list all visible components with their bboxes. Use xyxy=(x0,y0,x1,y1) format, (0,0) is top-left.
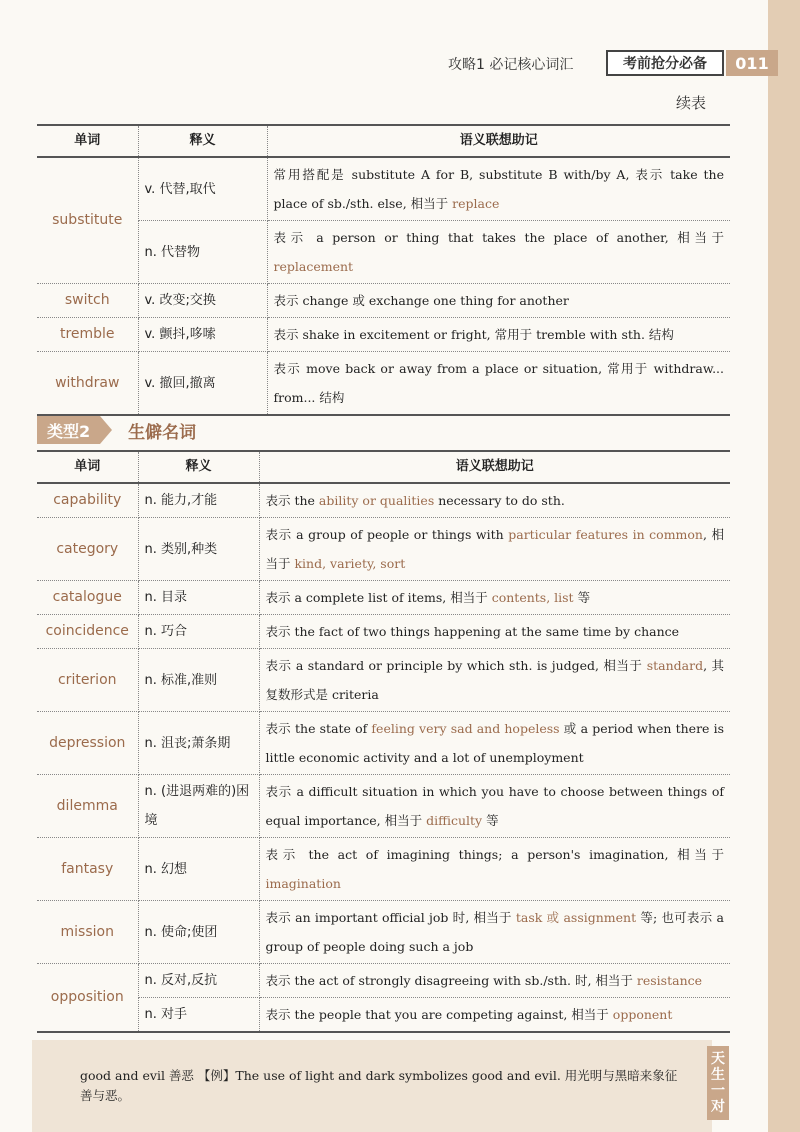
word-cell: withdraw xyxy=(37,352,138,416)
meaning-cell: n. (进退两难的)困境 xyxy=(138,775,259,838)
mnemonic-cell: 表示 an important official job 时, 相当于 task 或 assignment 等; 也可表示 a group of people doing such a job xyxy=(259,901,730,964)
table-row xyxy=(37,318,730,352)
vocab-table-verbs xyxy=(37,124,730,416)
table-row xyxy=(37,712,730,775)
table-row xyxy=(37,483,730,518)
mnemonic-cell: 表示 a standard or principle by which sth. is judged, 相当于 standard, 其复数形式是 criteria xyxy=(259,649,730,712)
word-cell: category xyxy=(37,518,138,581)
mnemonic-cell: 表示 the people that you are competing against, 相当于 opponent xyxy=(265,1007,673,1022)
page-edge xyxy=(768,0,800,1132)
mnemonic-cell: 表示 a difficult situation in which you have to choose between things of equal importance, 相当于 difficulty 等 xyxy=(259,775,730,838)
word-cell: dilemma xyxy=(37,775,138,838)
mnemonic-cell: 表示 the act of imagining things; a person's imagination, 相当于 imagination xyxy=(259,838,730,901)
word-cell: tremble xyxy=(37,318,138,352)
section-title: 生僻名词 xyxy=(128,422,197,443)
footer-example: good and evil 善恶 【例】The use of light and dark symbolizes good and evil. 用光明与黑暗来象征善与恶。 xyxy=(80,1068,678,1103)
table-row xyxy=(37,998,730,1033)
col-word: 单词 xyxy=(37,125,138,157)
footer-note xyxy=(32,1040,712,1132)
word-cell: mission xyxy=(37,901,138,964)
mnemonic-cell: 表示 shake in excitement or fright, 常用于 tremble with sth. 结构 xyxy=(267,318,730,352)
col-mnemonic: 语义联想助记 xyxy=(259,451,730,483)
table-header xyxy=(37,451,730,483)
meaning-cell: n. 目录 xyxy=(138,581,259,615)
page-header xyxy=(440,50,770,78)
meaning-cell: v. 代替,取代 xyxy=(138,157,267,221)
section-badge: 考前抢分必备 xyxy=(606,50,724,76)
table-header xyxy=(37,125,730,157)
meaning-cell: v. 改变;交换 xyxy=(138,284,267,318)
word-cell: depression xyxy=(37,712,138,775)
table-row xyxy=(37,775,730,838)
col-mnemonic: 语义联想助记 xyxy=(267,125,730,157)
meaning-cell: v. 颤抖,哆嗦 xyxy=(138,318,267,352)
col-word: 单词 xyxy=(37,451,138,483)
page-number: 011 xyxy=(726,50,778,76)
chevron-right-icon xyxy=(100,416,112,444)
mnemonic-cell: 表示 move back or away from a place or situation, 常用于 withdraw... from... 结构 xyxy=(273,361,724,405)
table-row xyxy=(37,581,730,615)
mnemonic-cell: 表示 the fact of two things happening at the same time by chance xyxy=(259,615,730,649)
table-row xyxy=(37,649,730,712)
breadcrumb: 攻略1 必记核心词汇 xyxy=(448,57,574,73)
meaning-cell: n. 类别,种类 xyxy=(138,518,259,581)
table-row xyxy=(37,284,730,318)
meaning-cell: n. 反对,反抗 xyxy=(138,964,259,998)
word-cell: capability xyxy=(37,483,138,518)
col-meaning: 释义 xyxy=(138,451,259,483)
word-cell: switch xyxy=(37,284,138,318)
word-cell: coincidence xyxy=(37,615,138,649)
table-row xyxy=(37,352,730,416)
table-row xyxy=(37,518,730,581)
meaning-cell: n. 能力,才能 xyxy=(138,483,259,518)
meaning-cell: n. 对手 xyxy=(138,998,259,1033)
mnemonic-cell: 表示 change 或 exchange one thing for another xyxy=(267,284,730,318)
mnemonic-cell: 常用搭配是 substitute A for B, substitute B with/by A, 表示 take the place of sb./sth. else, 相当于 replace xyxy=(267,157,730,221)
word-cell: criterion xyxy=(37,649,138,712)
section-tag: 类型2 xyxy=(37,416,100,444)
continued-label: 续表 xyxy=(676,94,707,112)
side-tab: 天生一对 xyxy=(707,1046,729,1120)
table-row xyxy=(37,901,730,964)
table-row xyxy=(37,838,730,901)
table-row xyxy=(37,964,730,998)
meaning-cell: n. 代替物 xyxy=(138,221,267,284)
word-cell: fantasy xyxy=(37,838,138,901)
table-row xyxy=(37,615,730,649)
vocab-table-nouns xyxy=(37,450,730,1033)
col-meaning: 释义 xyxy=(138,125,267,157)
table-row xyxy=(37,221,730,284)
word-cell: substitute xyxy=(37,157,138,284)
mnemonic-cell: 表示 the state of feeling very sad and hopeless 或 a period when there is little economic activity and a lot of unemployment xyxy=(259,712,730,775)
mnemonic-cell: 表示 the act of strongly disagreeing with sb./sth. 时, 相当于 resistance xyxy=(259,964,730,998)
mnemonic-cell: 表示 a group of people or things with particular features in common, 相当于 kind, variety, sort xyxy=(259,518,730,581)
mnemonic-cell: 表示 a complete list of items, 相当于 contents, list 等 xyxy=(259,581,730,615)
section-heading xyxy=(37,415,196,445)
meaning-cell: n. 标准,准则 xyxy=(138,649,259,712)
mnemonic-cell: 表示 the ability or qualities necessary to do sth. xyxy=(259,483,730,518)
meaning-cell: v. 撤回,撤离 xyxy=(138,352,267,416)
word-cell: opposition xyxy=(37,964,138,1033)
mnemonic-cell: 表示 a person or thing that takes the place of another, 相当于 replacement xyxy=(267,221,730,284)
meaning-cell: n. 巧合 xyxy=(138,615,259,649)
meaning-cell: n. 幻想 xyxy=(138,838,259,901)
table-row xyxy=(37,157,730,221)
meaning-cell: n. 使命;使团 xyxy=(138,901,259,964)
meaning-cell: n. 沮丧;萧条期 xyxy=(138,712,259,775)
word-cell: catalogue xyxy=(37,581,138,615)
